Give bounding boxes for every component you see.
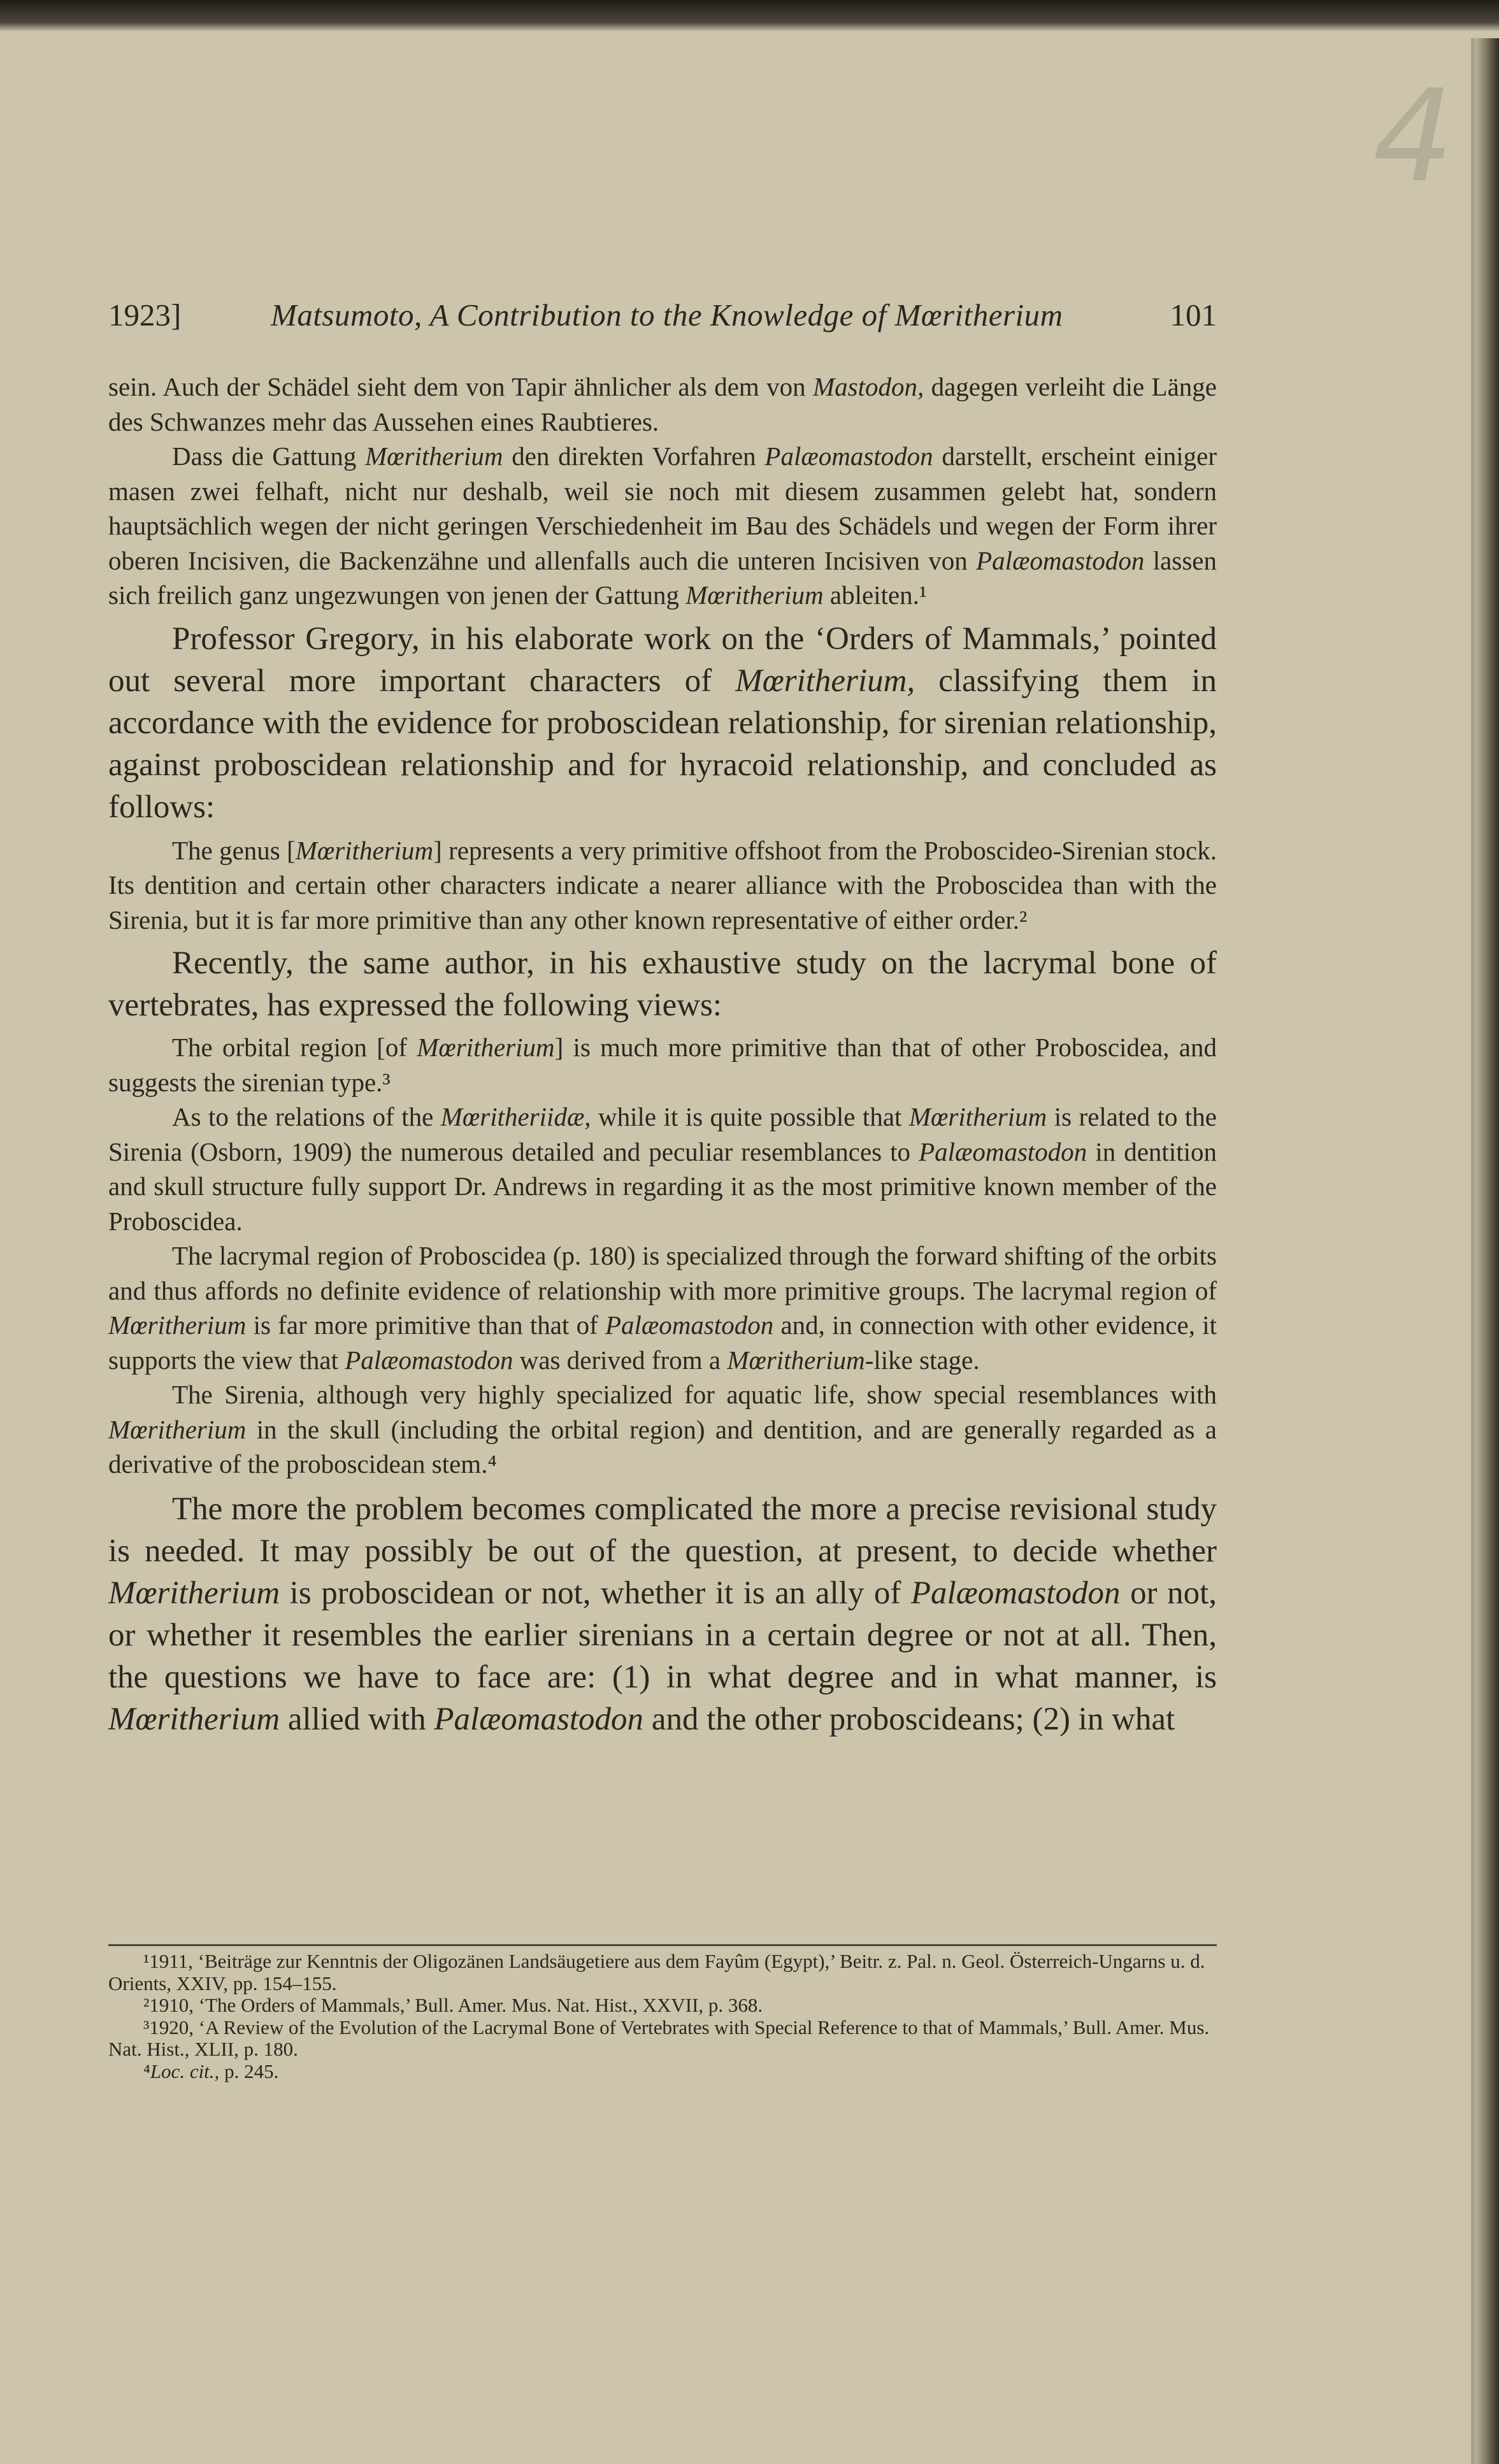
- quote-gregory-1910: The genus [Mœritherium] represents a very primitive offshoot from the Proboscideo-Sirenian stock. Its dentition and certain other characters indicate a nearer alliance with the Proboscidea than with the Sirenia, but it is far more primitive than any other known representative of either order.²: [108, 835, 1217, 935]
- scan-top-edge: [0, 0, 1499, 32]
- footnote-3: ³1920, ‘A Review of the Evolution of the Lacrymal Bone of Vertebrates with Special Reference to that of Mammals,’ Bull. Amer. Mus. Nat. Hist., XLII, p. 180.: [108, 2016, 1210, 2060]
- running-title: Matsumoto, A Contribution to the Knowledge of Mœritherium: [271, 297, 1063, 333]
- quote-orbital-region: The orbital region [of Mœritherium] is much more primitive than that of other Proboscidea, and suggests the sirenian type.³: [108, 1033, 1217, 1097]
- paragraph-gregory: Professor Gregory, in his elaborate work on the ‘Orders of Mammals,’ pointed out several more important characters of Mœritherium, classifying them in accordance with the evidence for proboscidean relationship, for sirenian relationship, against proboscidean relationship and for hyracoid relationship, and concluded as follows:: [108, 620, 1217, 825]
- page-number: 101: [1170, 297, 1217, 333]
- quote-sirenia: The Sirenia, although very highly specialized for aquatic life, show special resemblances with Mœritherium in the skull (including the orbital region) and dentition, and are generally regarded as a derivative of the proboscidean stem.⁴: [108, 1380, 1217, 1479]
- footnote-rule: [108, 1944, 1217, 1946]
- quote-relations: As to the relations of the Mœritheriidæ, while it is quite possible that Mœritherium is related to the Sirenia (Osborn, 1909) the numerous detailed and peculiar resemblances to Palæomastodon in dentition and skull structure fully support Dr. Andrews in regarding it as the most primitive known member of the Proboscidea.: [108, 1102, 1217, 1236]
- footnotes: [108, 1951, 1217, 2082]
- quote-lacrymal-region: The lacrymal region of Proboscidea (p. 180) is specialized through the forward shifting of the orbits and thus affords no definite evidence of relationship with more primitive groups. The lacrymal region of Mœritherium is far more primitive than that of Palæomastodon and, in connection with other evidence, it supports the view that Palæomastodon was derived from a Mœritherium-like stage.: [108, 1241, 1217, 1375]
- paragraph-german-1: sein. Auch der Schädel sieht dem von Tapir ähnlicher als dem von Mastodon, dagegen verleiht die Länge des Schwanzes mehr das Aussehen eines Raubtieres.: [108, 372, 1217, 436]
- pencil-margin-mark: 4: [1373, 62, 1454, 211]
- paragraph-german-2: Dass die Gattung Mœritherium den direkten Vorfahren Palæomastodon darstellt, erscheint einiger masen zwei felhaft, nicht nur deshalb, weil sie noch mit diesem zusammen gelebt hat, sondern hauptsächlich wegen der nicht geringen Verschiedenheit im Bau des Schädels und wegen der Form ihrer oberen Incisiven, die Backenzähne und allenfalls auch die unteren Incisiven von Palæomastodon lassen sich freilich ganz ungezwungen von jenen der Gattung Mœritherium ableiten.¹: [108, 441, 1217, 610]
- paragraph-recently: Recently, the same author, in his exhaustive study on the lacrymal bone of vertebrates, has expressed the following views:: [108, 945, 1217, 1023]
- paragraph-problem: The more the problem becomes complicated the more a precise revisional study is needed. It may possibly be out of the question, at present, to decide whether Mœritherium is proboscidean or not, whether it is an ally of Palæomastodon or not, or whether it resembles the earlier sirenians in a certain degree or not at all. Then, the questions we have to face are: (1) in what degree and in what manner, is Mœritherium allied with Palæomastodon and the other proboscideans; (2) in what: [108, 1491, 1217, 1737]
- running-header: [108, 293, 1217, 338]
- footnote-1: ¹1911, ‘Beiträge zur Kenntnis der Oligozänen Landsäugetiere aus dem Fayûm (Egypt),’ Beitr. z. Pal. n. Geol. Österreich-Ungarns u. d. Orients, XXIV, pp. 154–155.: [108, 1950, 1205, 1995]
- header-year: 1923]: [108, 297, 182, 333]
- footnote-4: ⁴Loc. cit., p. 245.: [143, 2059, 279, 2082]
- footnote-2: ²1910, ‘The Orders of Mammals,’ Bull. Amer. Mus. Nat. Hist., XXVII, p. 368.: [143, 1994, 763, 2016]
- page-body: [108, 369, 1217, 1740]
- scan-right-edge: [1475, 38, 1499, 2464]
